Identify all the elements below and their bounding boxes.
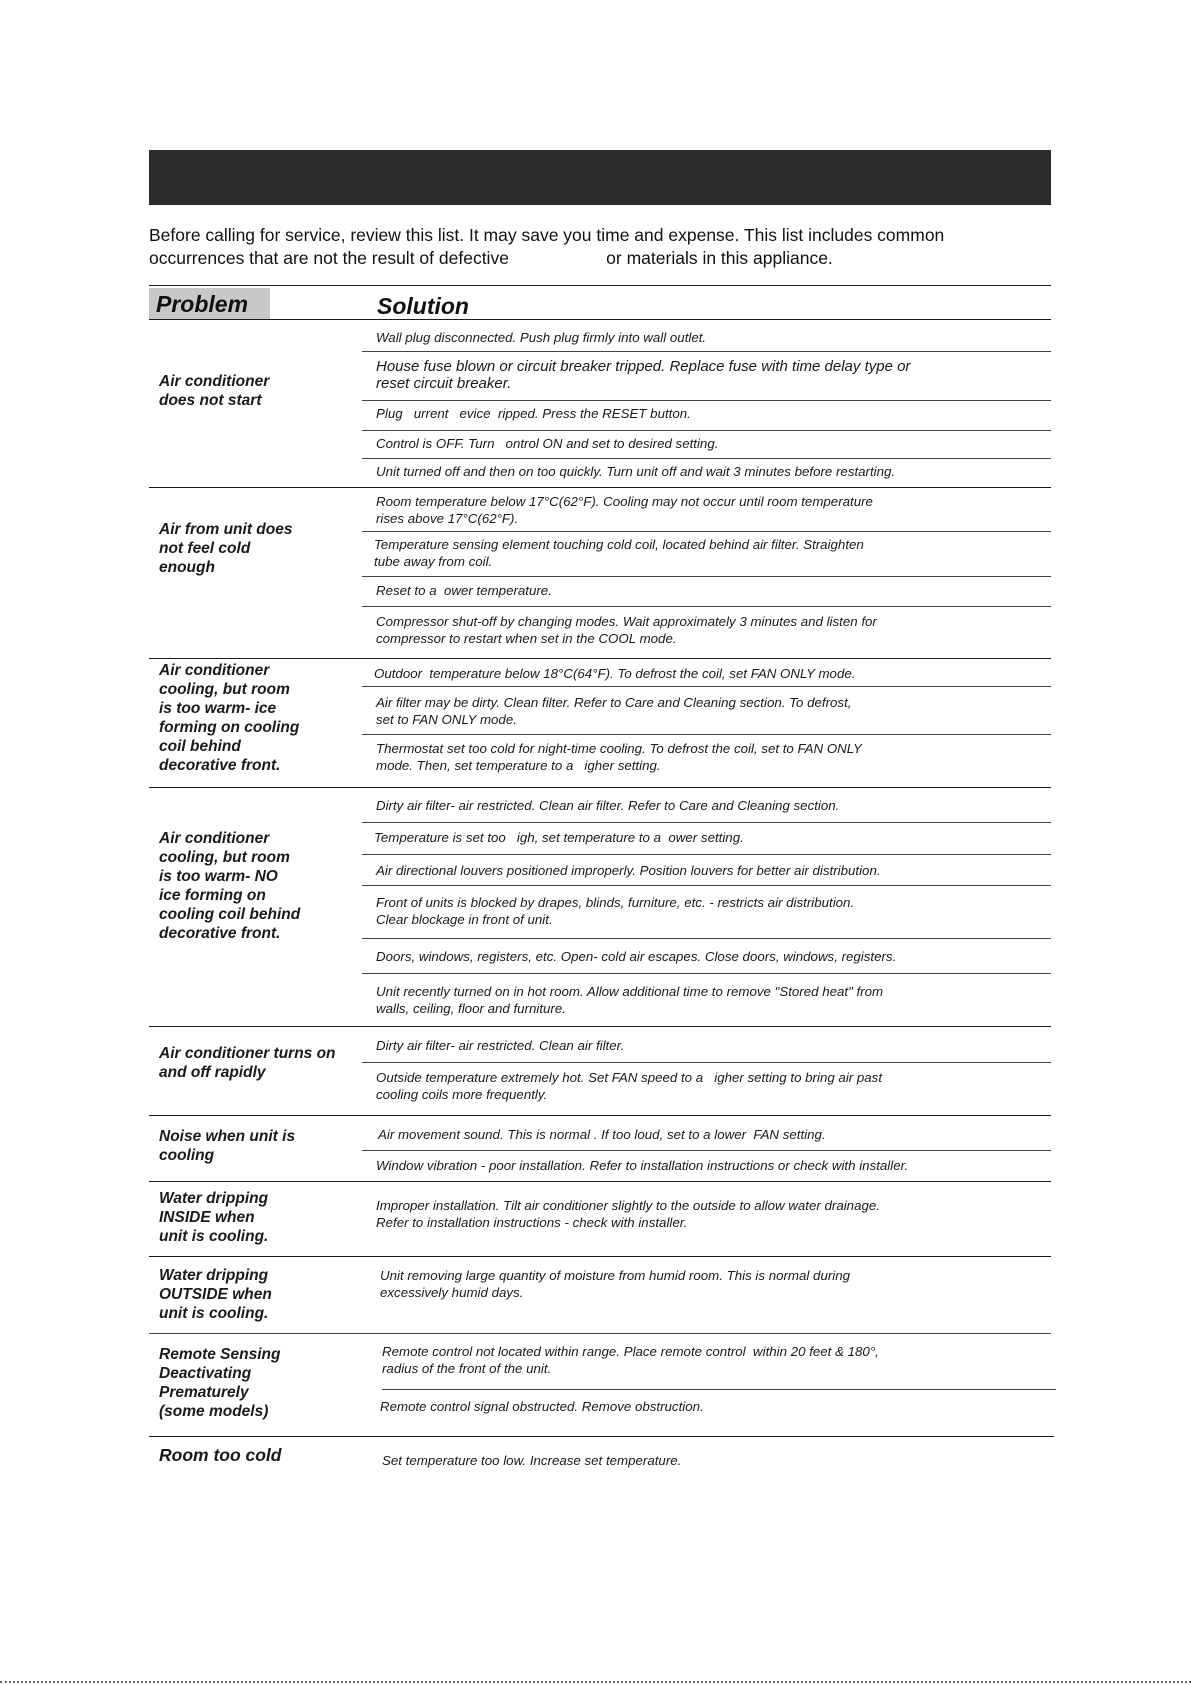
problem-cell: Water dripping OUTSIDE when unit is cooling. [159,1267,272,1322]
problem-column-header [149,288,270,320]
solution-cell: Doors, windows, registers, etc. Open- cold air escapes. Close doors, windows, registers. [376,949,897,964]
row-divider [362,458,1051,459]
solution-cell: Dirty air filter- air restricted. Clean air filter. [376,1038,625,1053]
solution-cell: House fuse blown or circuit breaker tripped. Replace fuse with time delay type or reset circuit breaker. [376,358,911,392]
row-divider [362,351,1051,352]
solution-cell: Temperature is set too igh, set temperature to a ower setting. [374,830,744,845]
solution-cell: Window vibration - poor installation. Refer to installation instructions or check with installer. [376,1158,909,1173]
problem-header-label: Problem [156,291,249,317]
row-divider [362,734,1051,735]
row-divider [362,686,1051,687]
problem-cell: Air conditioner cooling, but room is too warm- ice forming on cooling coil behind decorative front. [159,662,300,774]
problem-cell: Noise when unit is cooling [159,1128,296,1164]
solution-cell: Front of units is blocked by drapes, blinds, furniture, etc. - restricts air distribution. Clear blockage in front of unit. [376,895,855,927]
solution-cell: Remote control not located within range. Place remote control within 20 feet & 180°, radius of the front of the unit. [382,1344,879,1376]
row-divider [362,938,1051,939]
row-divider [362,1062,1051,1063]
solution-cell: Plug urrent evice ripped. Press the RESET button. [376,406,691,421]
problem-cell: Air conditioner turns on and off rapidly [159,1045,336,1081]
solution-cell: Thermostat set too cold for night-time cooling. To defrost the coil, set to FAN ONLY mode. Then, set temperature to a igher setting. [376,741,862,773]
row-divider [362,885,1051,886]
problem-cell: Air conditioner cooling, but room is too warm- NO ice forming on cooling coil behind decorative front. [159,830,301,942]
solution-cell: Compressor shut-off by changing modes. Wait approximately 3 minutes and listen for compressor to restart when set in the COOL mode. [376,614,877,646]
group-divider [149,1256,1051,1257]
row-divider [362,400,1051,401]
solution-cell: Set temperature too low. Increase set temperature. [382,1453,682,1468]
row-divider [362,1150,1051,1151]
group-divider [149,658,1051,659]
row-divider [362,531,1051,532]
header-bottom-rule [149,319,1051,320]
solution-cell: Control is OFF. Turn ontrol ON and set to desired setting. [376,436,719,451]
solution-cell: Temperature sensing element touching cold coil, located behind air filter. Straighten tube away from coil. [374,537,864,569]
intro-line-2: occurrences that are not the result of defective or materials in this appliance. [149,248,833,268]
group-divider [149,787,1051,788]
row-divider [362,606,1051,607]
solution-cell: Air movement sound. This is normal . If too loud, set to a lower FAN setting. [378,1127,826,1142]
solution-cell: Improper installation. Tilt air conditioner slightly to the outside to allow water drainage. Refer to installation instructions - check with installer. [376,1198,880,1230]
row-divider [362,576,1051,577]
solution-cell: Unit removing large quantity of moisture from humid room. This is normal during excessively humid days. [380,1268,851,1300]
solution-cell: Reset to a ower temperature. [376,583,552,598]
solution-cell: Unit turned off and then on too quickly. Turn unit off and wait 3 minutes before restarting. [376,464,896,479]
row-divider [362,822,1051,823]
group-divider [149,1026,1051,1027]
solution-cell: Wall plug disconnected. Push plug firmly into wall outlet. [376,330,707,345]
table-top-rule [149,285,1051,286]
group-divider [149,487,1051,488]
solution-header-label: Solution [377,293,469,319]
solution-cell: Remote control signal obstructed. Remove obstruction. [380,1399,704,1414]
solution-cell: Outdoor temperature below 18°C(64°F). To defrost the coil, set FAN ONLY mode. [374,666,856,681]
row-divider [362,854,1051,855]
group-divider [149,1115,1051,1116]
group-divider [149,1436,1054,1437]
solution-cell: Room temperature below 17°C(62°F). Cooling may not occur until room temperature rises above 17°C(62°F). [376,494,873,526]
row-divider [362,430,1051,431]
page-edge-dotted-line [0,1681,1191,1683]
intro-text [149,224,1049,270]
problem-cell: Remote Sensing Deactivating Prematurely (some models) [159,1346,281,1420]
problem-cell: Room too cold [159,1445,282,1465]
intro-line-1: Before calling for service, review this list. It may save you time and expense. This list includes common [149,225,945,245]
problem-cell: Water dripping INSIDE when unit is cooling. [159,1190,269,1245]
row-divider [362,973,1051,974]
solution-cell: Air filter may be dirty. Clean filter. Refer to Care and Cleaning section. To defrost, set to FAN ONLY mode. [376,695,852,727]
solution-cell: Unit recently turned on in hot room. Allow additional time to remove "Stored heat" from walls, ceiling, floor and furniture. [376,984,884,1016]
solution-cell: Dirty air filter- air restricted. Clean air filter. Refer to Care and Cleaning section. [376,798,840,813]
solution-cell: Air directional louvers positioned improperly. Position louvers for better air distribution. [376,863,881,878]
row-divider [382,1389,1056,1390]
solution-cell: Outside temperature extremely hot. Set FAN speed to a igher setting to bring air past cooling coils more frequently. [376,1070,883,1102]
problem-cell: Air conditioner does not start [159,373,270,409]
group-divider [149,1333,1051,1334]
problem-cell: Air from unit does not feel cold enough [159,521,293,576]
group-divider [149,1181,1051,1182]
section-title-bar [149,150,1051,205]
